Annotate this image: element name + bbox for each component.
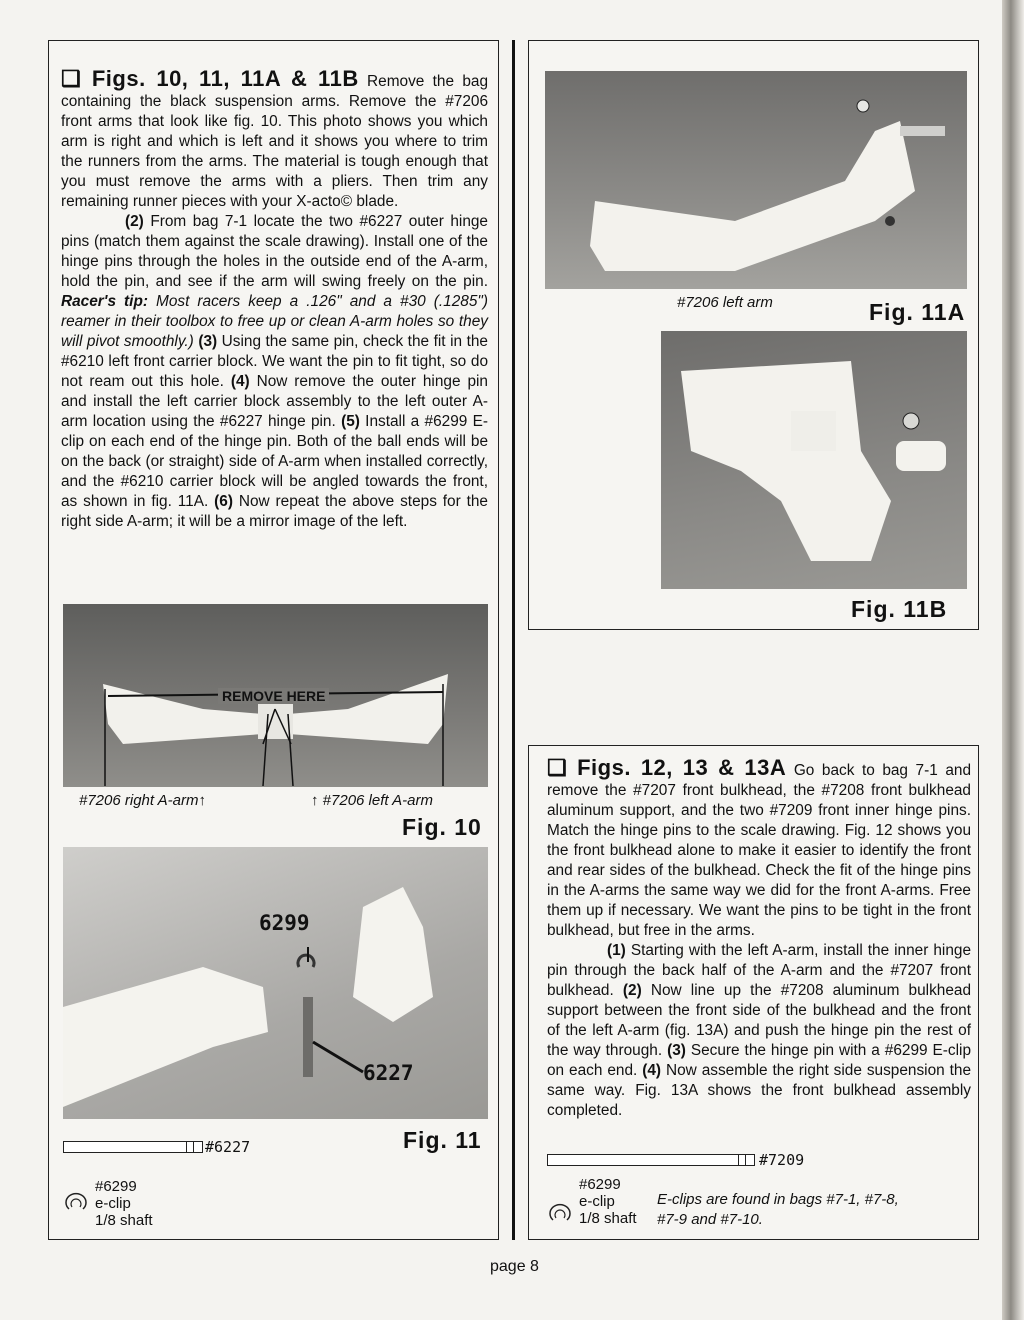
fig11b-label: Fig. 11B	[851, 596, 948, 622]
callout-6227: 6227	[363, 1061, 414, 1085]
page-number: page 8	[490, 1258, 539, 1275]
e-clip-icon	[547, 1202, 573, 1224]
fig11b-photo	[661, 331, 967, 589]
left-heading: ❑ Figs. 10, 11, 11A & 11B	[61, 66, 359, 91]
fig10-photo	[63, 604, 488, 787]
right-instruction-box	[528, 745, 979, 1240]
right-steps-paragraph	[547, 941, 971, 1121]
up-arrow-icon: ↑	[311, 792, 323, 809]
pin-part-number: #7209	[759, 1151, 805, 1169]
fig11a-photo	[545, 71, 967, 289]
fig11-label: Fig. 11	[403, 1127, 482, 1153]
left-intro-text: Remove the bag containing the black suspension arms. Remove the #7206 front arms that look like fig. 10. This photo shows you which arm is right and which is left and it shows you where to trim the runners from the arms. The material is tough enough that you must remove the arms with a pliers. Then trim any remaining runner pieces with your X-acto© blade.	[61, 73, 489, 210]
up-arrow-icon: ↑	[198, 792, 207, 809]
fig11a-label: Fig. 11A	[869, 299, 966, 325]
step-number: (1)	[607, 942, 626, 959]
step-text: Now assemble the right side suspension the same way. Fig. 13A shows the front bulkhead assembly completed.	[547, 1062, 972, 1119]
step-number: (2)	[622, 982, 642, 999]
racers-tip-text: Most racers keep a .126" and a #30 (.1285") reamer in their toolbox to free up or clean A-arm holes so they will pivot smoothly.)	[61, 293, 488, 350]
eclip-number: #6299	[579, 1176, 621, 1193]
eclip-legend	[95, 1178, 153, 1229]
step-number: (3)	[198, 333, 218, 350]
callout-6299: 6299	[259, 911, 310, 935]
step-number: (4)	[642, 1062, 662, 1079]
step-number: (5)	[341, 413, 360, 430]
right-intro-paragraph	[547, 755, 972, 941]
left-text-block	[61, 66, 489, 532]
right-heading: ❑ Figs. 12, 13 & 13A	[547, 755, 787, 780]
caption-text: #7206 left A-arm	[322, 792, 434, 809]
step-text: Now line up the #7208 aluminum bulkhead support between the front side of the bulkhead and the front of the left A-arm (fig. 13A) and push the hinge pin the rest of the way through.	[547, 982, 972, 1059]
caption-text: #7206 right A-arm	[79, 792, 199, 809]
eclip-shaft: 1/8 shaft	[95, 1212, 153, 1229]
fig11b-arm-drawing	[661, 331, 967, 589]
fig11a-arm-drawing	[545, 71, 967, 289]
left-intro-paragraph	[61, 66, 489, 212]
fig10-caption-left	[311, 792, 433, 809]
step-text: Install a #6299 E-clip on each end of the hinge pin. Both of the ball ends will be on the back (or straight) side of A-arm when installed correctly, and the #6210 carrier block will be angled towards the front, as shown in fig. 11A.	[61, 413, 488, 510]
right-intro-text: Go back to bag 7-1 and remove the #7207 front bulkhead, the #7208 front bulkhead aluminum support, and the two #7209 front inner hinge pins. Match the hinge pins to the scale drawing. Fig. 12 shows you the front bulkhead alone to make it easier to identify the front and rear sides of the bulkhead. Check the fit of the hinge pins in the A-arms the same way we did for the front A-arms. Free them up if necessary. We want the pins to be tight in the front bulkhead, but free in the arms.	[547, 762, 972, 939]
step-text: Secure the hinge pin with a #6299 E-clip on each end.	[547, 1042, 972, 1079]
page-edge	[1002, 0, 1024, 1320]
fig10-caption-right	[79, 792, 206, 809]
step-number: (4)	[230, 373, 250, 390]
step-text: Now repeat the above steps for the right side A-arm; it will be a mirror image of the left.	[61, 493, 488, 530]
eclip-number: #6299	[95, 1178, 137, 1195]
eclip-name: e-clip	[579, 1193, 615, 1210]
step-number: (3)	[667, 1042, 686, 1059]
racers-tip-label: Racer's tip:	[61, 293, 148, 310]
step-text: Starting with the left A-arm, install the inner hinge pin through the back half of the A-arm and the #7207 front bulkhead.	[547, 942, 971, 999]
step-text: Now remove the outer hinge pin and install the left carrier block assembly to the left outer A-arm location using the #6227 hinge pin.	[61, 373, 488, 430]
step-number: (6)	[214, 493, 233, 510]
step-text: Using the same pin, check the fit in the #6210 left front carrier block. We want the pin to fit tight, so do not ream out this hole.	[61, 333, 488, 390]
e-clip-icon	[63, 1191, 89, 1213]
step-text: From bag 7-1 locate the two #6227 outer hinge pins (match them against the scale drawing). Install one of the hinge pins through the holes in the outside end of the A-arm, hold the pin, and see if the arm will swing freely on the pin.	[61, 213, 488, 290]
left-steps-paragraph	[61, 212, 488, 532]
left-instruction-box	[48, 40, 499, 1240]
hinge-pin-6227-icon	[63, 1141, 203, 1153]
fig11-photo	[63, 847, 488, 1119]
fig11-parts-drawing	[63, 847, 488, 1119]
step-number: (2)	[125, 213, 144, 230]
remove-here-label: REMOVE HERE	[218, 688, 329, 704]
eclip-note: E-clips are found in bags #7-1, #7-8, #7-9 and #7-10.	[657, 1191, 899, 1228]
fig10-label: Fig. 10	[402, 814, 482, 840]
right-text-block	[547, 755, 972, 1121]
hinge-pin-7209-icon	[547, 1154, 755, 1166]
column-divider	[512, 40, 515, 1240]
pin-part-number: #6227	[205, 1138, 251, 1156]
eclip-name: e-clip	[95, 1195, 131, 1212]
eclip-legend	[579, 1176, 637, 1227]
fig11a-caption: #7206 left arm	[677, 294, 773, 311]
right-figure-box	[528, 40, 979, 630]
eclip-shaft: 1/8 shaft	[579, 1210, 637, 1227]
